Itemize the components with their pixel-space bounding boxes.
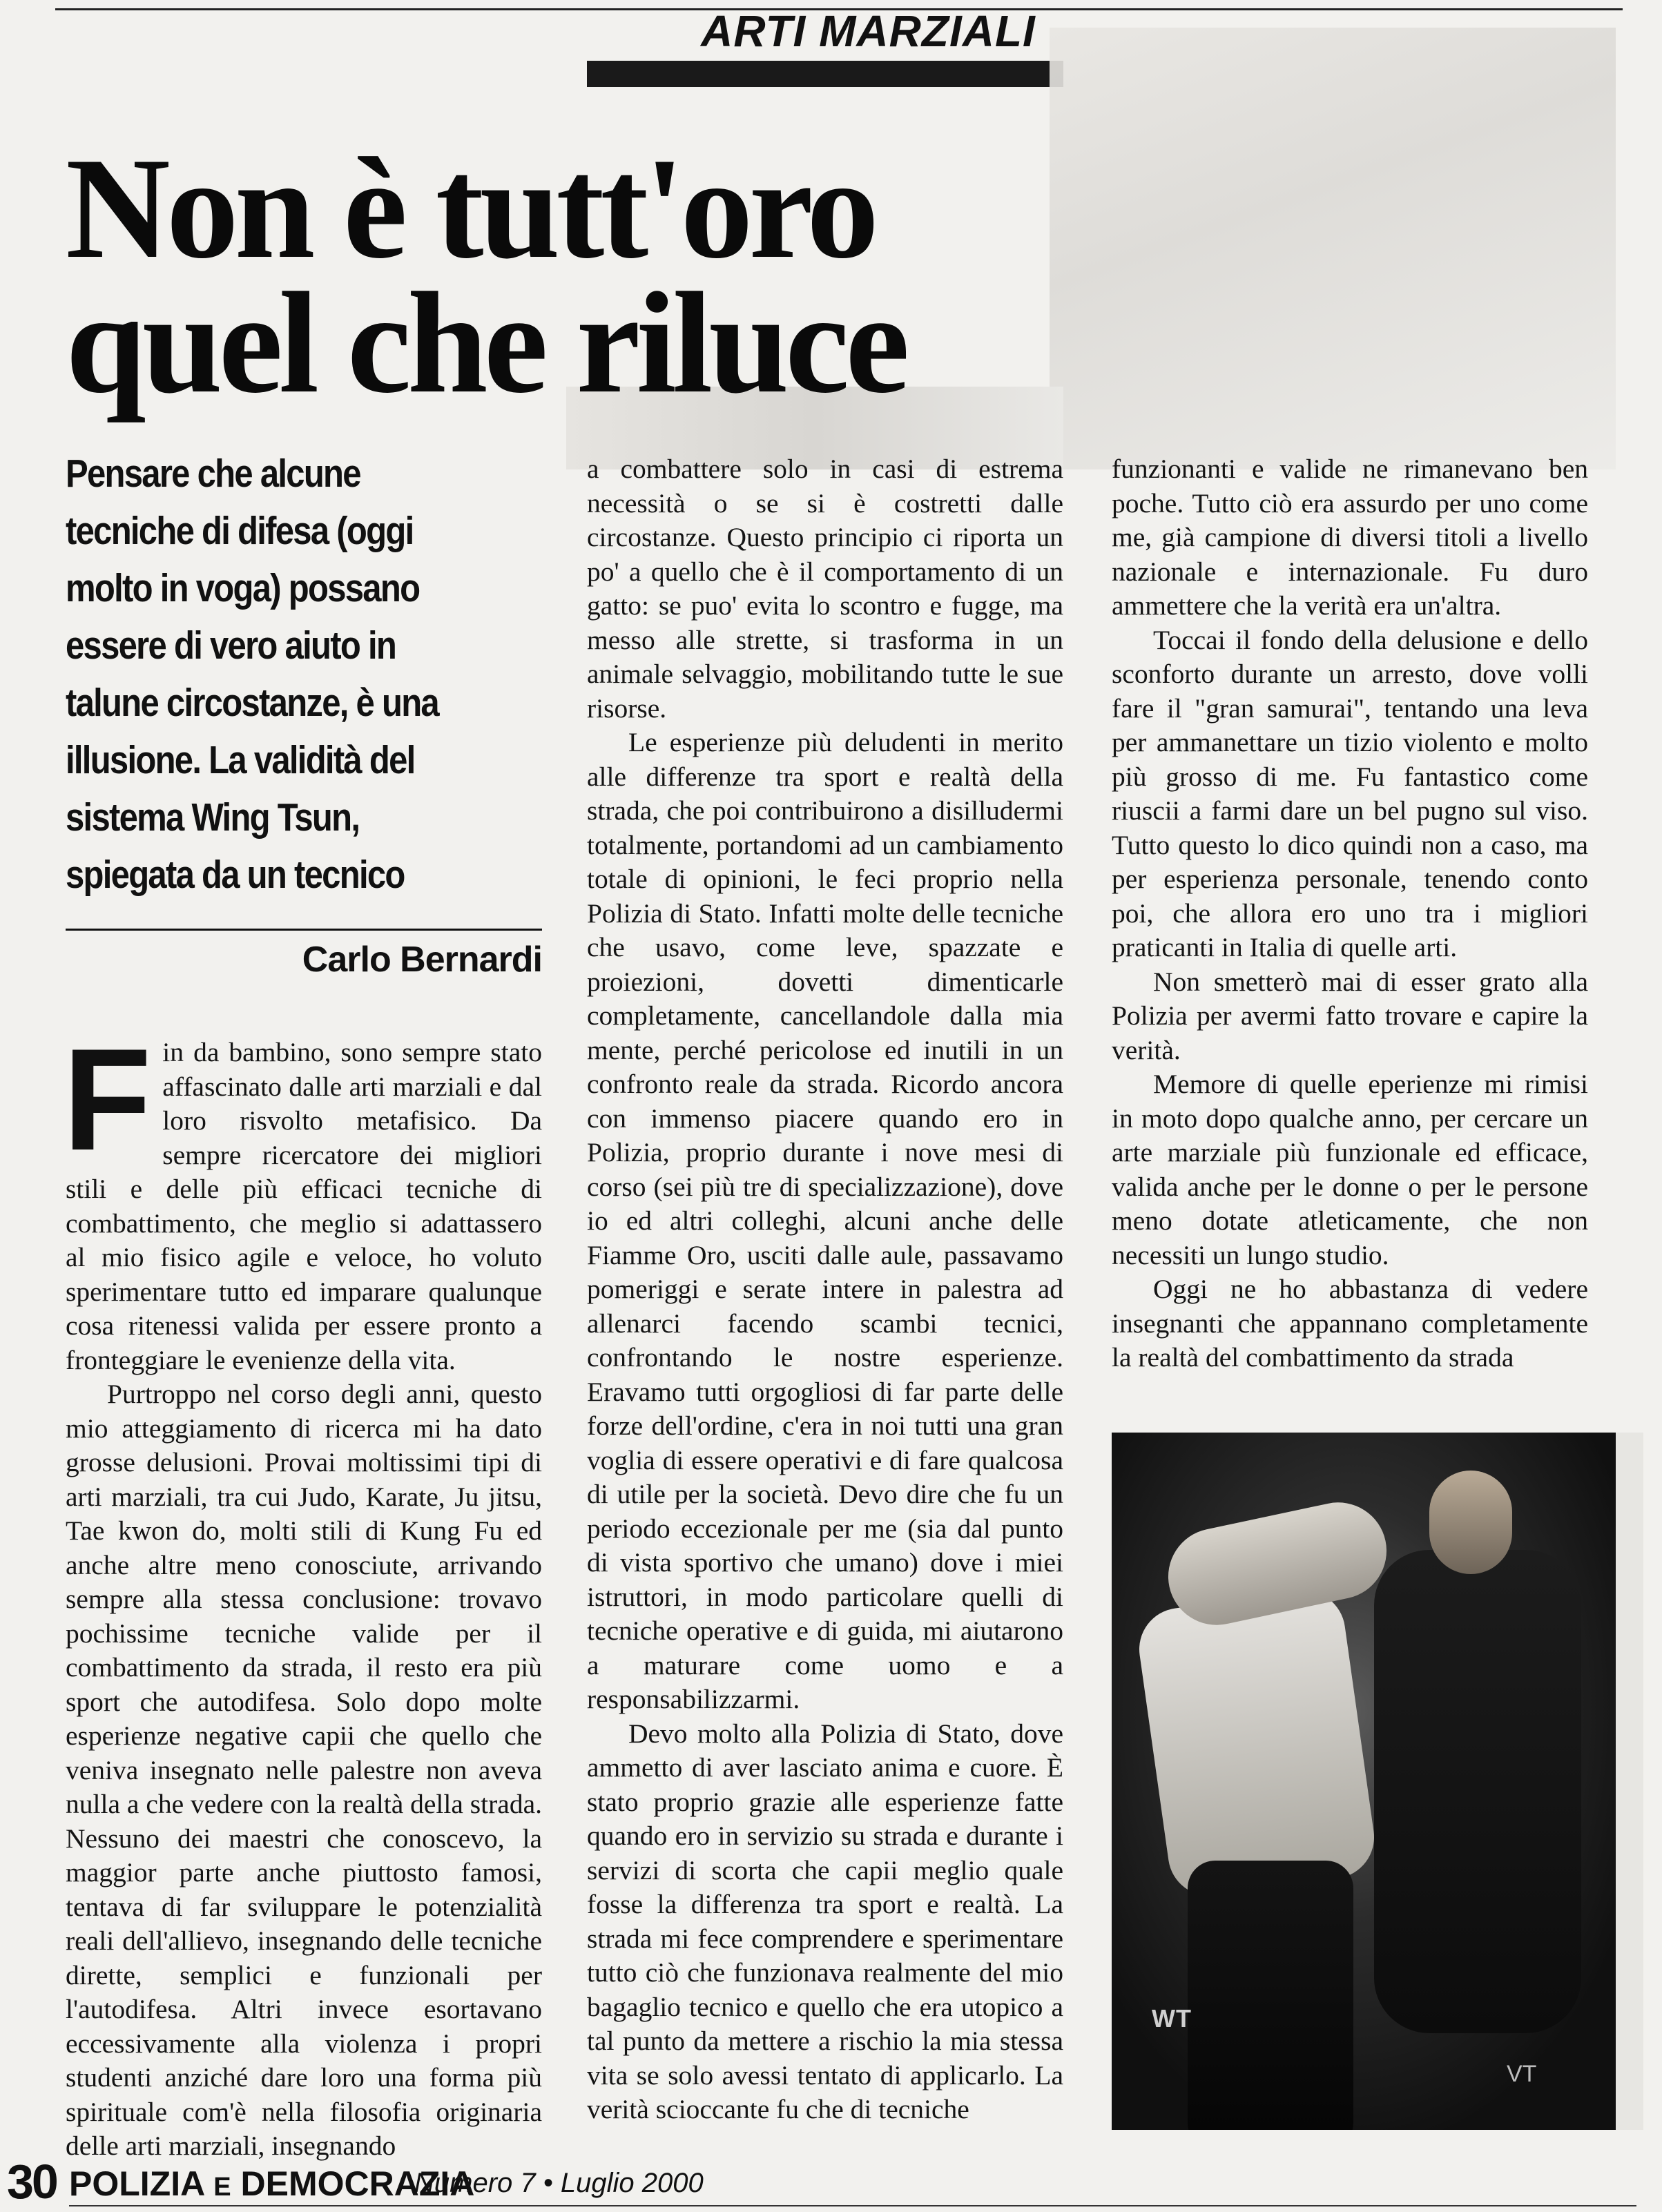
photo-figure-student [1134, 1585, 1380, 1901]
drop-cap: F [63, 1018, 152, 1181]
magazine-name-part: POLIZIA [69, 2164, 204, 2203]
photo-figure-arm [1159, 1493, 1395, 1633]
page-footer [0, 2154, 1662, 2209]
section-bar [587, 61, 1063, 87]
paragraph: a combattere solo in casi di estrema necessità o se si è costretti dalle circostanze. Questo principio ci riporta un po' a quello che è il comportamento di un gatto: se puo' evita lo scontro e fugge, ma messo alle strette, si trasforma in un animale selvaggio, mobilitando tutte le sue risorse. [587, 454, 1063, 724]
shirt-logo: WT [1152, 2004, 1192, 2032]
text-column-2 [587, 452, 1063, 2127]
paragraph [63, 1018, 542, 1377]
background-photo-faded [1050, 28, 1616, 469]
paragraph: Devo molto alla Polizia di Stato, dove ammetto di aver lasciato anima e cuore. È stato proprio grazie alle esperienze fatte quando ero in servizio su strada e durante i servizi di scorta che capii meglio quale fosse la differenza tra sport e realtà. La strada mi fece comprendere e sperimentare tutto ciò che funzionava realmente del mio bagaglio tecnico e quello che era utopico a tal punto da mettere a rischio la mia stessa vita se solo avessi tentato di applicarlo. La verità scioccante fu che di tecniche [587, 1718, 1063, 2124]
martial-arts-photo [1112, 1433, 1643, 2130]
page-number: 30 [7, 2155, 57, 2209]
headline-line-1: Non è tutt'oro [66, 128, 876, 289]
paragraph: Toccai il fondo della delusione e dello sconforto durante un arresto, dove volli fare il "gran samurai", tentando una leva per ammanettare un tizio violento e molto più grosso di me. Fu fantastico come riuscii a farmi dare un bel pugno sul viso. Tutto questo lo dico quindi non a caso, ma per esperienza personale, tenendo conto poi, che allora ero uno tra i migliori praticanti in Italia di quelle arti. [1112, 624, 1588, 962]
paragraph: Oggi ne ho abbastanza di vedere insegnanti che appannano completamente la realtà del combattimento da strada [1112, 1274, 1588, 1372]
photo-figure-legs [1188, 1861, 1353, 2130]
text-column-3 [1112, 452, 1588, 1375]
photo-mark: VT [1507, 2061, 1537, 2087]
byline-rule [66, 929, 542, 931]
text-column-1 [63, 1018, 542, 2164]
paragraph: funzionanti e valide ne rimanevano ben poche. Tutto ciò era assurdo per uno come me, già campione di diversi titoli a livello nazionale e internazionale. Fu duro ammettere che la verità era un'altra. [1112, 454, 1588, 621]
paragraph-text: in da bambino, sono sempre stato affascinato dalle arti marziali e dal loro risvolto metafisico. Da sempre ricercatore dei migliori stili e delle più efficaci tecniche di combattimento, che meglio si adattassero al mio fisico agile e veloce, ho voluto sperimentare tutto ed imparare qualunque cosa ritenessi valida per essere pronto a fronteggiare le evenienze della vita. [66, 1037, 542, 1375]
headline [66, 128, 1101, 423]
issue-info: Numero 7 • Luglio 2000 [414, 2168, 704, 2198]
paragraph: Memore di quelle eperienze mi rimisi in moto dopo qualche anno, per cercare un arte marziale più funzionale ed efficace, valida anche per le donne o per le persone meno dotate atleticamente, che non necessiti un lungo studio. [1112, 1069, 1588, 1270]
photo-figure-instructor [1374, 1550, 1581, 2033]
footer-rule [69, 2205, 1636, 2206]
standfirst: Pensare che alcune tecniche di difesa (oggi molto in voga) possano essere di vero aiuto in talune circostanze, è una illusione. La validità del sistema Wing Tsun, spiegata da un tecnico [66, 452, 438, 897]
photo-figure-head [1429, 1471, 1512, 1574]
magazine-name-conjunction: E [213, 2173, 231, 2202]
paragraph: Purtroppo nel corso degli anni, questo mio atteggiamento di ricerca mi ha dato grosse delusioni. Provai moltissimi tipi di arti marziali, tra cui Judo, Karate, Ju jitsu, Tae kwon do, molti stili di Kung Fu ed anche altre meno conosciute, arrivando sempre alla stessa conclusione: trovavo pochissime tecniche valide per il combattimento da strada, il resto era più sport che autodifesa. Solo dopo molte esperienze negative capii che quello che veniva insegnato nelle palestre non aveva nulla a che vedere con la realtà della strada. Nessuno dei maestri che conoscevo, la maggior parte anche piuttosto famosi, tentava di far sviluppare le potenzialità reali dell'allievo, insegnando delle tecniche dirette, semplici e funzionali per l'autodifesa. Altri invece esortavano eccessivamente alla violenza i propri studenti anziché dare loro una forma più spirituale com'è nella filosofia originaria delle arti marziali, insegnando [66, 1379, 542, 2161]
section-title: ARTI MARZIALI [701, 6, 1036, 56]
author-byline: Carlo Bernardi [302, 940, 542, 980]
magazine-name-part: DEMOCRAZIA [240, 2164, 475, 2203]
photo-edge [1616, 1433, 1643, 2130]
paragraph: Non smetterò mai di esser grato alla Polizia per avermi fatto trovare e capire la verità. [1112, 966, 1588, 1065]
paragraph: Le esperienze più deludenti in merito alle differenze tra sport e realtà della strada, che poi contribuirono a disilludermi totalmente, portandomi ad un cambiamento totale di opinioni, le feci proprio nella Polizia di Stato. Infatti molte delle tecniche che usavo, come leve, spazzate e proiezioni, dovetti dimenticarle completamente, cancellandole dalla mia mente, perché pericolose ed inutili in un confronto reale da strada. Ricordo ancora con immenso piacere quando ero in Polizia, proprio durante i nove mesi di corso (sei più tre di specializzazione), dove io ed altri colleghi, alcuni anche delle Fiamme Oro, usciti dalle aule, passavamo pomeriggi e serate intere in palestra ad allenarci facendo scambi tecnici, confrontando le nostre esperienze. Eravamo tutti orgogliosi di far parte delle forze dell'ordine, c'era in noi tutti una gran voglia di essere operativi e di fare qualcosa di utile per la società. Devo dire che fu un periodo eccezionale per me (sia dal punto di vista sportivo che umano) dove i miei istruttori, in modo particolare quelli di tecniche operative e di guida, mi aiutarono a maturare come uomo e a responsabilizzarmi. [587, 727, 1063, 1714]
headline-line-2: quel che riluce [66, 263, 906, 423]
